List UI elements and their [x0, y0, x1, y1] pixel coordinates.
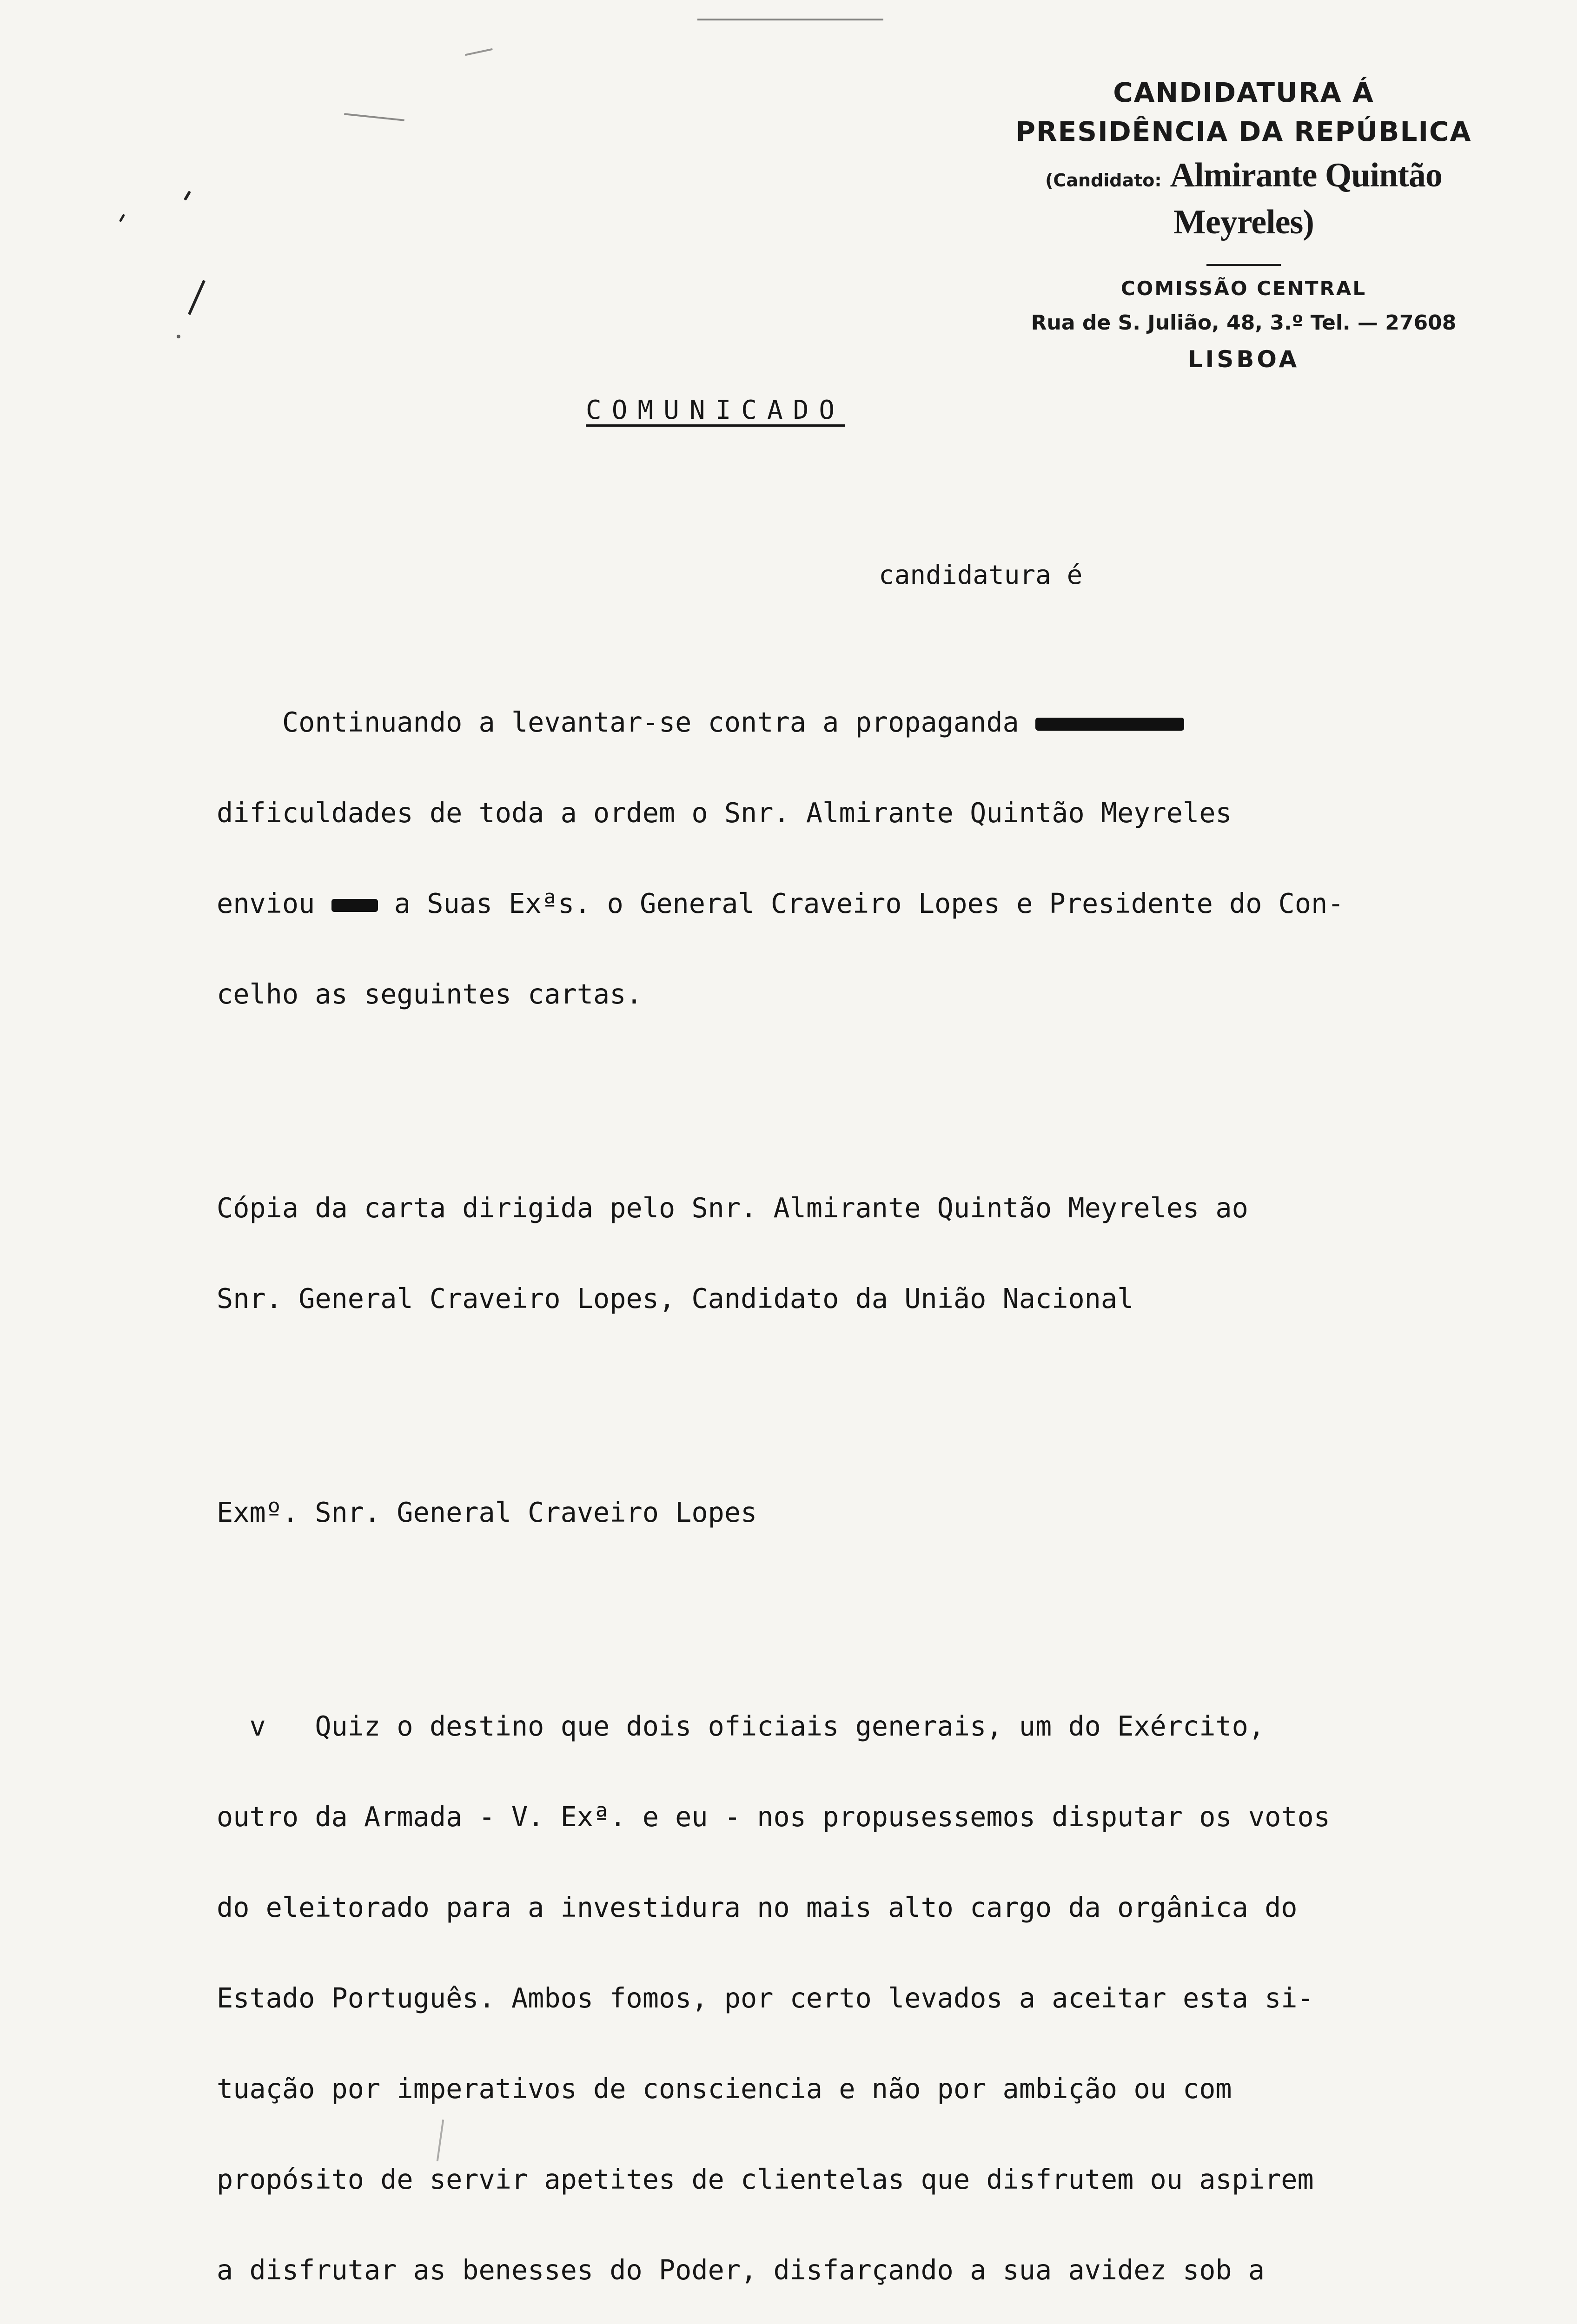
text-line: outro da Armada - V. Exª. e eu - nos propusessemos disputar os votos	[217, 1801, 1330, 1833]
salutation: Exmº. Snr. General Craveiro Lopes	[217, 1497, 757, 1528]
document-heading: COMUNICADO	[586, 395, 845, 425]
text-line: tuação por imperativos de consciencia e não por ambição ou com	[217, 2073, 1232, 2105]
text-line: enviou a Suas Exªs. o General Craveiro Lopes e Presidente do Con-	[217, 888, 1344, 919]
margin-mark	[465, 48, 493, 56]
text-line: v Quiz o destino que dois oficiais generais, um do Exército,	[217, 1710, 1265, 1742]
candidate-label: (Candidato:	[1045, 170, 1162, 191]
letterhead-candidate	[981, 154, 1506, 246]
letterhead-divider	[1206, 264, 1281, 266]
text-line: a disfrutar as benesses do Poder, disfarçando a sua avidez sob a	[217, 2254, 1265, 2286]
text-line: Snr. General Craveiro Lopes, Candidato da União Nacional	[217, 1283, 1134, 1314]
text-line: dificuldades de toda a ordem o Snr. Almirante Quintão Meyreles	[217, 797, 1232, 829]
text-line: Continuando a levantar-se contra a propaganda	[217, 707, 1504, 738]
scan-edge-line	[697, 19, 883, 20]
redaction-mark	[1035, 718, 1184, 731]
text-line: Cópia da carta dirigida pelo Snr. Almirante Quintão Meyreles ao	[217, 1192, 1248, 1224]
document-body	[217, 558, 1504, 2324]
text-line: celho as seguintes cartas.	[217, 978, 643, 1010]
interlinear-insertion: candidatura é	[879, 560, 1083, 590]
text-line: do eleitorado para a investidura no mais alto cargo da orgânica do	[217, 1892, 1298, 1923]
text-line: Estado Português. Ambos fomos, por certo levados a aceitar esta si-	[217, 1982, 1314, 2014]
letterhead-title: CANDIDATURA Á	[1113, 77, 1374, 108]
margin-mark	[119, 214, 125, 222]
letterhead-address: Rua de S. Julião, 48, 3.º Tel. — 27608	[1031, 311, 1457, 335]
margin-mark	[177, 335, 180, 338]
redaction-mark	[331, 899, 378, 912]
margin-mark	[344, 113, 404, 121]
text-line: propósito de servir apetites de clientelas que disfrutem ou aspirem	[217, 2164, 1314, 2195]
letterhead-city: LISBOA	[1187, 346, 1300, 373]
candidate-name: Almirante Quintão Meyreles)	[1170, 156, 1442, 241]
margin-mark	[188, 280, 205, 315]
letterhead	[981, 74, 1506, 376]
letterhead-commission: COMISSÃO CENTRAL	[1120, 277, 1367, 300]
letterhead-subtitle: PRESIDÊNCIA DA REPÚBLICA	[1015, 116, 1472, 147]
margin-mark	[184, 191, 191, 201]
